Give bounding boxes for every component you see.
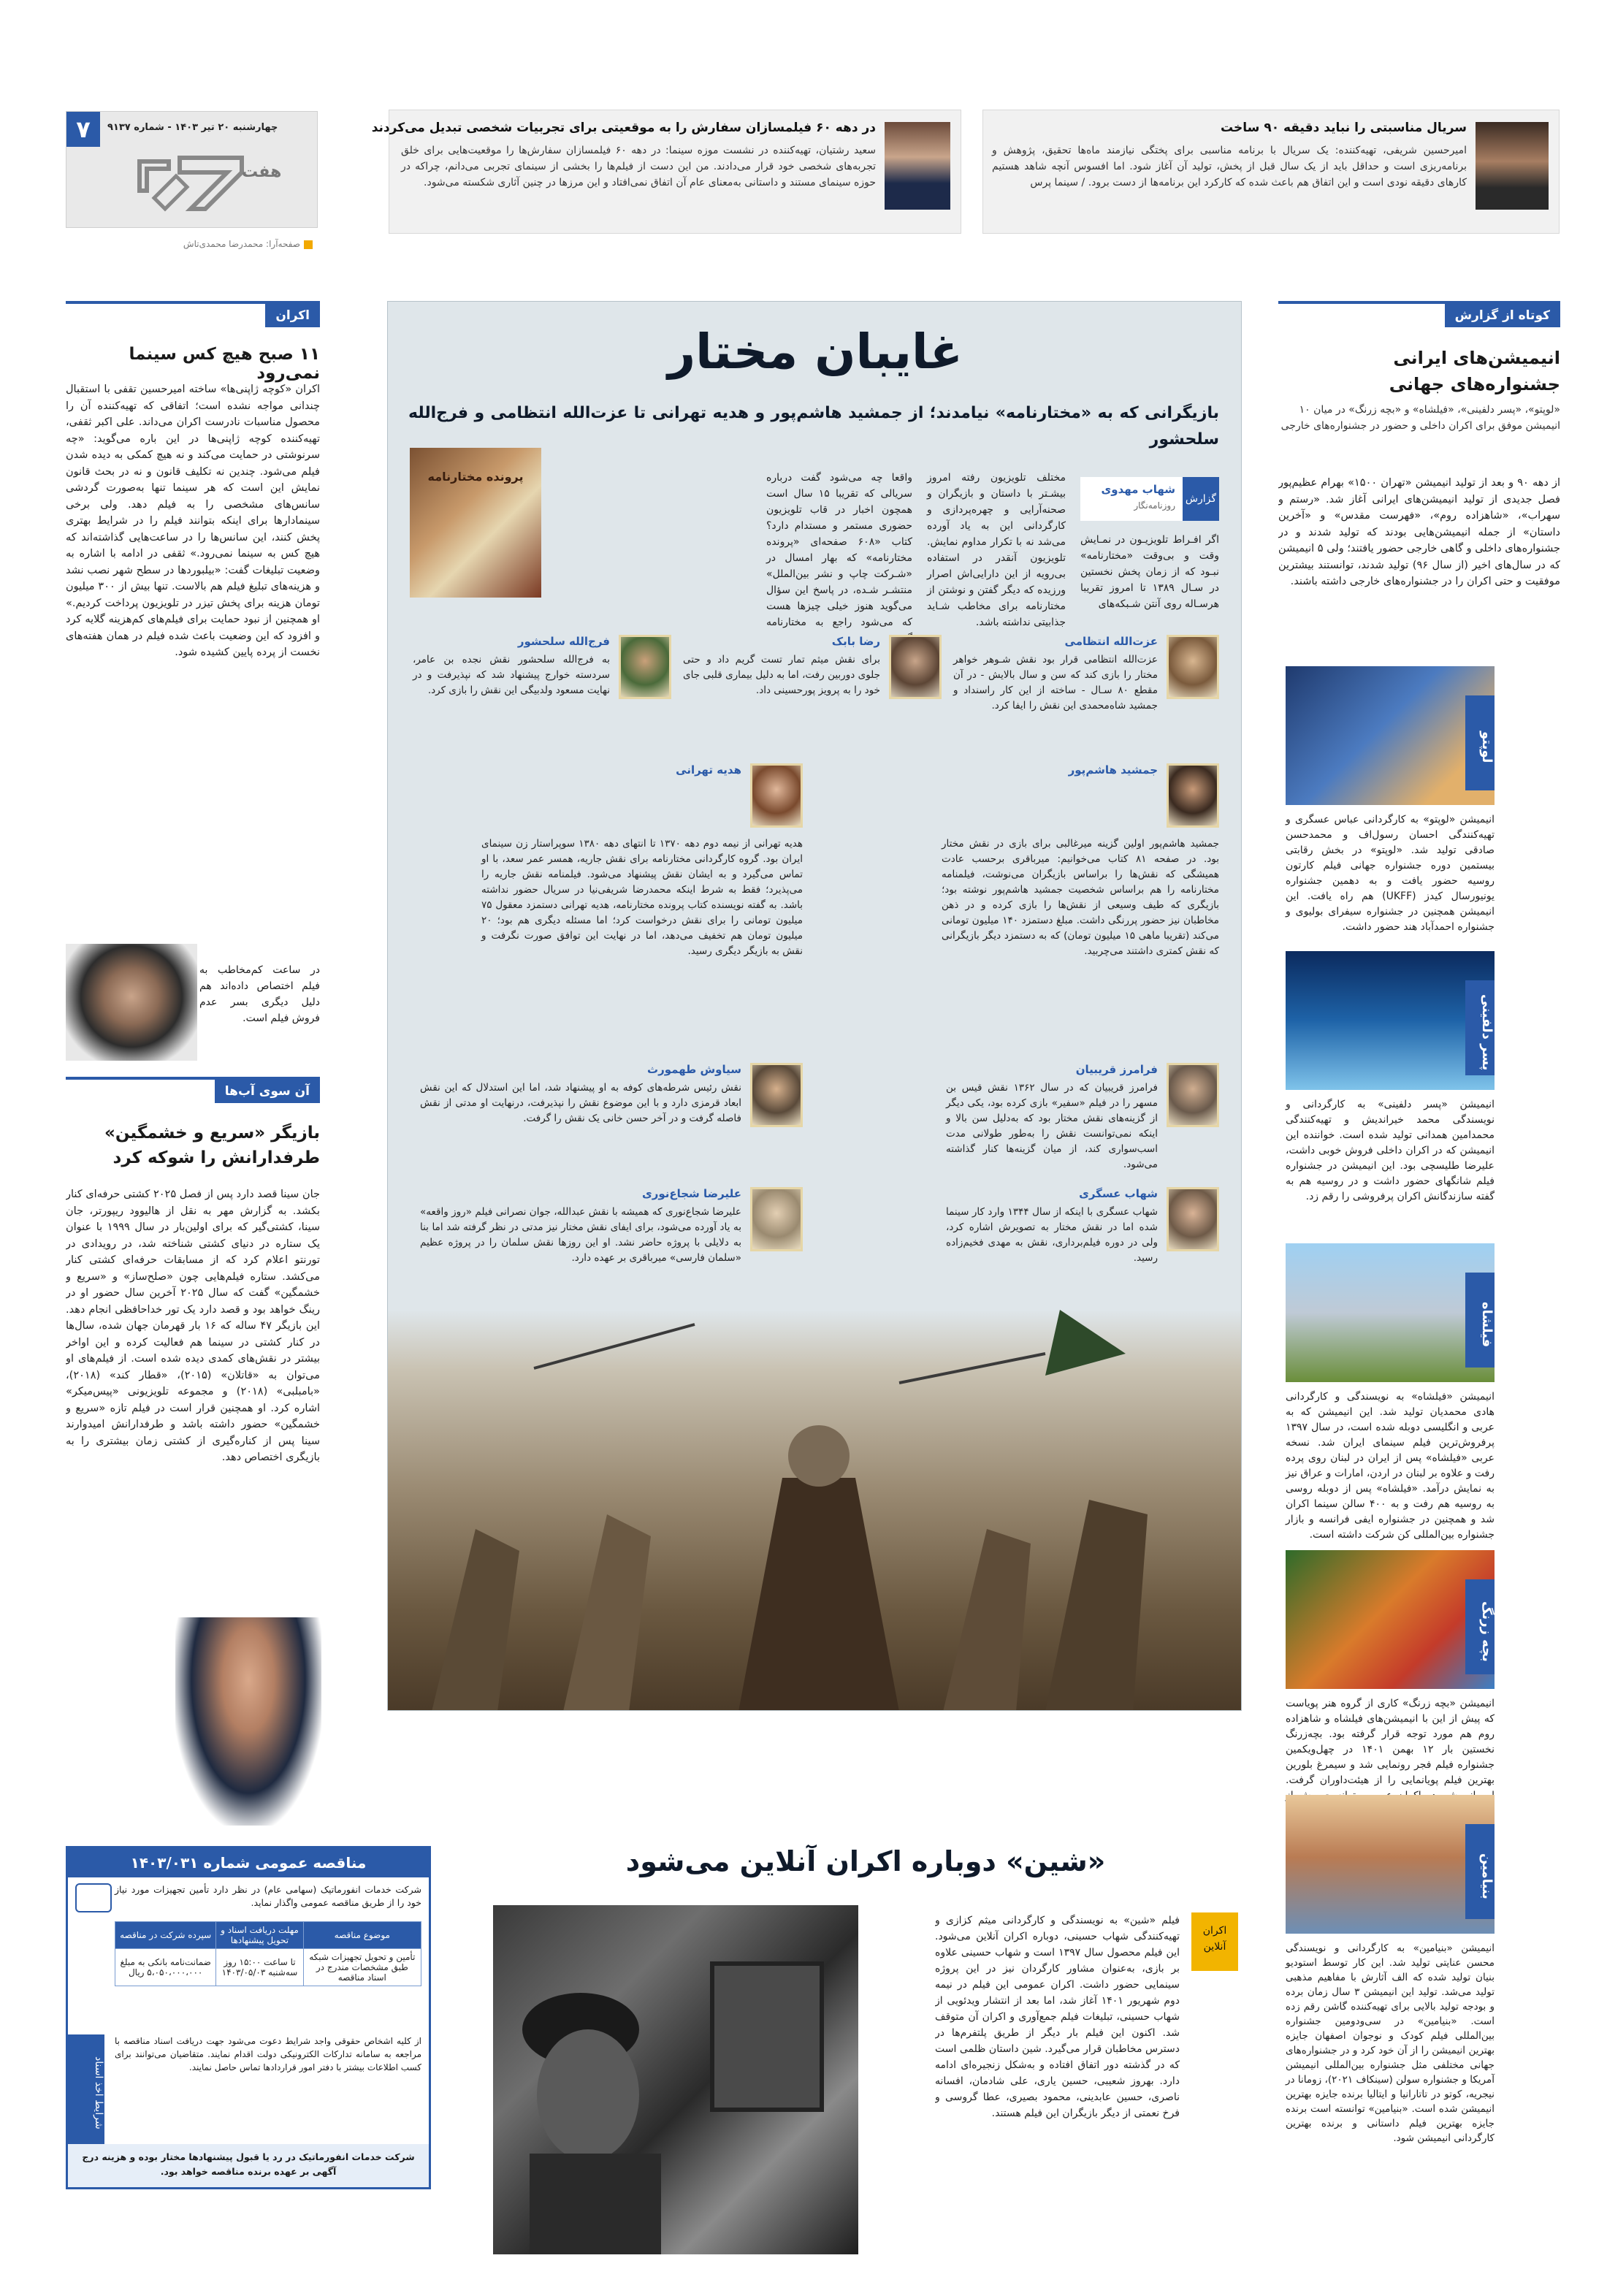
actor-shojanouri: علیرضا شجاع‌نوری علیرضا شجاع‌نوری که همیشه با نقش عبدالله، جوان نصرانی فیلم «روز واقعه» به یاد آورده می‌شود، برای ایفای نقش مختار نیز مدتی در نظر گرفته شد اما بنا به دلایلی با پروژه حاضر نشد. او این روزها نقش سلمان را در پروژه عظیم «سلمان فارسی» میرباقری بر عهده دارد.: [408, 1187, 803, 1311]
section-tag-ekran: اکران: [265, 304, 320, 327]
feature-lead: بازیگرانی که به «مختارنامه» نیامدند؛ از جمشید هاشم‌پور و هدیه تهرانی تا عزت‌الله انتظامی و فرج‌الله سلحشور: [408, 404, 1219, 449]
anim-tile-dolphin: پسر دلفینی انیمیشن «پسر دلفینی» به کارگردانی و نویسندگی محمد خیراندیش و تهیه‌کنندگی محمدامین همدانی تولید شده است. خواننده این انیمیشن که در اکران داخلی فروش خوبی داشت، علیرضا طلیسچی بود. این انیمیشن در جشنواره فیلم شانگهای حضور داشت و در روسیه هم به گفته سازندگانش اکران پرفروشی را رقم زد.: [1286, 951, 1495, 1243]
dolphin-boy-image: [1286, 951, 1495, 1090]
brand-logo: [125, 147, 256, 224]
cinema-body: اکران «کوچه ژاپنی‌ها» ساخته امیرحسین تقفی با استقبال چندانی مواجه نشده است؛ اتفاقی که تهیه‌کننده آن را محصول مناسبات نادرست اکران می‌داند. علی اکبر ثقفی، تهیه‌کننده کوچه ژاپنی‌ها در این باره می‌گوید: «چه سرنوشتی در حمایت می‌کند و نه هیچ کمکی به دیده شدن فیلم می‌شود. چندین نه تکلیف قانون و نه در بحث قانون نمایش این است که هر سینما تنها به‌صورت گردشی سانس‌های مشخصی را به فیلم دهد. ولی برخی سینمادارها برای اینکه بتوانند فیلم را در شرایط بهتری پخش کنند، این سانس‌ها را در ساعت‌هایی گذاشته‌اند که هیچ کس به سینما نمی‌رود.» ثقفی در ادامه با اشاره به وضعیت تبلیغات گفت: «بیلبوردها در سطح شهر نصب نشد و هزینه‌های تبلیغ فیلم هم بالاست. تنها بیش از ۳۰۰ میلیون تومان هزینه برای پخش تیزر در تلویزیون پرداخت کردیم.» او همچنین از نبود حمایت برای فیلم‌های کم‌هزینه گلایه کرد و افزود که این وضعیت باعث شده فیلم در همان هفته‌های نخست از پرده پایین کشیده شود.: [66, 384, 320, 658]
company-logo-icon: [75, 1883, 112, 1912]
tender-company: شرکت خدمات انفورماتیک (سهامی عام) در نظر دارد تأمین تجهیزات مورد نیاز خود را از طریق مناقصه عمومی واگذار نماید.: [115, 1884, 421, 1908]
anim-tile-benyamin: بنیامین انیمیشن «بنیامین» به کارگردانی و نویسندگی محسن عنایتی تولید شد. این کار توسط استودیو بنیان تولید شده که الف آثارش با مفاهیم مذهبی تولید می‌شد. تولید این انیمیشن ۳ سال زمان برده و بودجه تولید بالایی برای تهیه‌کننده گاشن رقم زده است. «بنیامین» در سی‌ودومین جشنواره بین‌المللی فیلم کودک و نوجوان اصفهان جایزه بهترین انیمیشن را از آن خود کرد و در جشنواره‌های جهانی مختلفی مثل جشنواره بین‌المللی انیمیشن آمریکا و جشنواره سولن (سینکاف ۲۰۲۱)، زومانا در نیجریه، کوتو در تاتارانیا و ایتالیا برنده جایزه بهترین انیمیشن شده است. «بنیامین» توانسته است برنده جایزه بهترین فیلم داستانی و برنده بهترین کارگردانی انیمیشن شود.: [1286, 1795, 1495, 2080]
actor-gharibian: فرامرز قریبیان فرامرز قریبیان که در سال ۱۳۶۲ نقش قیس بن مسهر را در فیلم «سفیر» بازی کرده بود، یکی دیگر از گزینه‌های نقش مختار بود که به‌دلیل سن بالا و اینکه نمی‌توانست نقش را به‌طور طولانی مدت اسب‌سواری کند، از میان گزینه‌ها کنار گذاشته می‌شود.: [942, 1063, 1219, 1165]
tender-table: موضوع مناقصه مهلت دریافت اسناد و تحویل پیشنهادها سپرده شرکت در مناقصه تأمین و تحویل تجهیزات شبکه طبق مشخصات مندرج در اسناد مناقصه تا ساعت ۱۵:۰۰ روز سه‌شنبه ۱۴۰۳/۰۵/۰۳ ضمانت‌نامه بانکی به مبلغ ۵،۰۵۰،۰۰۰،۰۰۰ ریال: [115, 1921, 421, 1986]
sharifi-photo: [1476, 122, 1549, 210]
feature-panel: [387, 301, 1242, 1711]
actor-askari: شهاب عسگری شهاب عسگری با اینکه از سال ۱۳۴۴ وارد کار سینما شده اما در نقش مختار به تصویرش اشاره کرد، ولی در دوره فیلم‌برداری، نقش به مهدی فخیم‌زاده رسید.: [942, 1187, 1219, 1311]
report-badge: گزارش شهاب مهدوی روزنامه‌نگار: [1080, 477, 1219, 521]
tender-ad: [66, 1846, 431, 2189]
john-cena-photo: [175, 1617, 321, 1826]
feature-intro-1: اگر افـراط تلویزیـون در نمـایش وقت و بی‌وقت «مختارنامه» نبـود که از زمان پخش نخستین در سـال ۱۳۸۹ تا امروز تقریبا هرسـاله روی آنتن شـبکه‌های: [1080, 534, 1219, 610]
animation-column: [1278, 301, 1560, 2144]
actor-babak: رضا بابک برای نقش میثم تمار تست گریم داد و حتی جلوی دوربین رفت، اما به دلیل بیماری قلبی جای خود را به پرویز پورحسینی داد.: [664, 635, 942, 715]
top-news-mid-body: سعید رشتیان، تهیه‌کننده در نشست موزه سینما: در دهه ۶۰ فیلمسازان سفارش‌ها را موقعیت‌هایی برای خلق تجربه‌های شخصی خود قرار می‌دادند. من این دست از فیلم‌ها را بخشی از سینمای تجربی می‌دانم، چراکه در حوزه سینمای مستند و داستانی به‌معنای عام آن اتفاق نمی‌افتاد و این مرزها در چنین آثاری شکسته می‌شود.: [401, 145, 877, 188]
shin-tag: اکران آنلاین: [1191, 1912, 1238, 1971]
author-role: روزنامه‌نگار: [1134, 500, 1175, 511]
feature-title: غایبان مختار: [668, 324, 963, 380]
page-number: ۷: [66, 112, 100, 147]
rashtian-photo: [885, 122, 950, 210]
top-news-mid: [371, 110, 961, 234]
actor-hashempour: جمشید هاشم‌پور جمشید هاشم‌پور اولین گزینه میرغالبی برای بازی در نقش مختار بود. در صفحه ۸۱ کتاب می‌خوانیم: میرباقری برحسب عادت همیشگی که نقش‌ها را براساس بازیگران می‌نوشت، فیلمنامه مختارنامه را هم براساس شخصیت جمشید هاشم‌پور نوشته بود؛ بازیگری که طیف وسیعی از نقش‌ها را بازی کرده و در ذهن مخاطبان نیز حضور پررنگی داشت. مبلغ دستمزد ۱۴۰ میلیون تومانی می‌کند (تقریبا ماهی ۱۵ میلیون تومان) که به دستمزد دیگر بازیگرانی که نقش کمتری داشتند می‌چربید.: [942, 763, 1220, 957]
shin-title: «شین» دوباره اکران آنلاین می‌شود: [625, 1845, 1106, 1877]
top-news-left: [982, 110, 1560, 234]
mokhtarnameh-battle-photo: [388, 1310, 1242, 1711]
masthead: [66, 111, 318, 228]
top-news-left-title: سریال مناسبتی را نباید دقیقه ۹۰ ساخت: [1221, 121, 1467, 135]
actor-entezami: عزت‌الله انتظامی عزت‌الله انتظامی قرار بود نقش شـوهر خواهر مختار را بازی کند که سن و سال بالایش - در آن مقطع ۸۰ سـال - ساخته از این کار راسنداد و جمشید شاه‌محمدی این نقش را ایفا کرد.: [942, 635, 1219, 715]
top-news-mid-title: در دهه ۶۰ فیلمسازان سفارش را به موقعیتی برای تجربیات شخصی تبدیل می‌کردند: [371, 121, 876, 135]
book-cover: پرونده مختارنامه: [410, 448, 541, 598]
abroad-title: بازیگر «سریع و خشمگین» طرفدارانش را شوکه کرد: [104, 1124, 320, 1167]
animation-body: از دهه ۹۰ و بعد از تولید انیمیشن «تهران ۱۵۰۰» بهرام عظیم‌پور فصل جدیدی از تولید انیمیشن‌های ایرانی آغاز شد. «رستم و سهراب»، «شاهزاده روم»، «فهرست مقدس» و «آخرین داستان» از جمله انیمیشن‌هایی بودند که تولید شدند و در جشنواره‌های داخلی و گاهی خارجی حضور یافتند؛ ولی ۵ انیمیشن که در سال‌های اخیر (از سال ۹۶) تولید شدند، توانستند بیشترین موفقیت و حتی اکران را در جشنواره‌های خارجی داشته باشند.: [1278, 477, 1560, 587]
editor-credit: صفحه‌آرا: محمدرضا محمدی‌تاش: [66, 237, 318, 252]
brand-name: هفت: [242, 163, 282, 181]
anim-tile-lupto: لوپتو انیمیشن «لوپتو» به کارگردانی عباس عسگری و تهیه‌کنندگی احسان رسول‌اف و محمدحسن صادقی تولید شد. «لوپتو» در بخش رقابتی بیستمین دوره جشنواره جهانی فیلم کارتون روسیه حضور یافت و به دهمین جشنواره یونیورسال کیدز (UKFF) هم راه یافت. این انیمیشن همچنین در جشنواره سیفرای بولیوی و جشنواره احمدآباد هند حضور داشت.: [1286, 666, 1495, 944]
benyamin-image: [1286, 1795, 1495, 1934]
section-tag-abroad: آن سوی آب‌ها: [215, 1080, 320, 1103]
tender-title: مناقصه عمومی شماره ۱۴۰۳/۰۳۱: [68, 1848, 429, 1877]
top-news-left-body: امیرحسین شریفی، تهیه‌کننده: یک سریال با برنامه مناسبی برای پختگی نیازمند ماه‌ها تحقیق، پژوهش و برنامه‌ریزی است و حداقل باید از یک سال قبل از پخش، تولید آن آغاز شود. اما افسوس آنچه شاهد هستیم کارهای دقیقه نودی است و این اتفاق هم باعث شده که کارکرد این برنامه‌ها از دست برود. / سینما پرس: [992, 145, 1467, 188]
battle-figures-icon: [388, 1310, 1242, 1711]
animation-title: انیمیشن‌های ایرانی جشنواره‌های جهانی: [1389, 348, 1560, 394]
abroad-column: [66, 1077, 320, 1829]
feature-intro-3: واقعا چه می‌شود گفت درباره سریالی که تقریبا ۱۵ سال است همچون اخبار در قاب تلویزیون حضوری مستمر و مستدام دارد؟ کتاب «۶۰۸ صفحه‌ای «پرونده مختارنامه» که بهار امسال در «شـرکت چاپ و نشر بین‌الملل» منتشـر شـده، در پاسخ این سؤال می‌گوید هنوز خیلی چیزها هست که می‌شود راجع به مختارنامه: [766, 472, 912, 628]
actor-tehrani: هدیه تهرانی هدیه تهرانی از نیمه دوم دهه ۱۳۷۰ تا انتهای دهه ۱۳۸۰ سوپراستار زن سینمای ایران بود. گروه کارگردانی مختارنامه برای نقش جاریه، همسر عمر سعد، با او تماس می‌گیرد و به ایشان نقش پیشنهاد می‌شود. فیلمنامه نقش جاریه را می‌پذیرد؛ فقط به شرط اینکه محمدرضا شریفی‌نیا در سریال حضور نداشته باشد. به گفته نویسنده کتاب پرونده مختارنامه، هدیه تهرانی دستمزد معقول ۷۵ میلیون تومانی را برای نقش درخواست کرد؛ اما مسئله دیگری هم بود؛ ۲۰ میلیون تومان هم تخفیف می‌دهد، اما در نهایت این توافق صورت نگرفت و نقش به بازیگر دیگری رسید.: [481, 763, 804, 957]
elephant-king-image: [1286, 1243, 1495, 1382]
author-name: شهاب مهدوی: [1101, 483, 1175, 496]
cinema-caption: در ساعت کم‌مخاطب به فیلم اختصاص داده‌اند هم دلیل دیگری بسر عدم فروش فیلم است.: [199, 964, 320, 1024]
tender-notes: از کلیه اشخاص حقوقی واجد شرایط دعوت می‌شود جهت دریافت اسناد مناقصه با مراجعه به سامانه تدارکات الکترونیکی دولت اقدام نمایند. متقاضیان می‌توانند برای کسب اطلاعات بیشتر با دفتر امور قراردادها تماس حاصل نمایند.: [115, 2036, 421, 2072]
section-tag-report: کوتاه از گزارش: [1445, 304, 1560, 327]
cinema-title: ۱۱ صبح هیچ کس سینما نمی‌رود: [129, 345, 320, 383]
man-with-cap-icon: [493, 1905, 858, 2254]
issue-date: چهارشنبه ۲۰ تیر ۱۴۰۳ - شماره ۹۱۳۷: [107, 122, 278, 133]
anim-tile-smartkid: بچه زرنگ انیمیشن «بچه زرنگ» کاری از گروه هنر پویاست که پیش از این با انیمیشن‌های فیلشاه و شاهزاده روم هم مورد توجه قرار گرفته بود. بچه‌زرنگ نخستین بار ۱۲ بهمن ۱۴۰۱ در چهل‌ویکمین جشنواره فیلم فجر رونمایی شد و سیمرغ بلورین بهترین فیلم پویانمایی را از هیئت‌داوران گرفت.: [1286, 1550, 1495, 1857]
smart-kid-image: [1286, 1550, 1495, 1689]
tender-side-label: شرایط اخذ اسناد: [68, 2034, 104, 2144]
actor-salahshoor: فرج‌الله سلحشور به فرج‌الله سلحشور نقش نجده بن عامر، سردسته خوارج پیشنهاد شد که نپذیرفت و در نهایت مسعود ولدبیگی این نقش را بازی کرد.: [394, 635, 671, 715]
shin-photo: [493, 1905, 858, 2254]
tender-footer: شرکت خدمات انفورماتیک در رد یا قبول پیشنهادها مختار بوده و هزینه درج آگهی بر عهده برنده مناقصه خواهد بود.: [68, 2144, 429, 2187]
animation-lead: «لوپتو»، «پسر دلفینی»، «فیلشاه» و «بچه زرنگ» در میان ۱۰ انیمیشن موفق برای اکران داخلی و حضور در جشنواره‌های خارجی: [1280, 404, 1560, 432]
saghafi-photo: [66, 944, 197, 1061]
anim-tile-elephant: فیلشاه انیمیشن «فیلشاه» به نویسندگی و کارگردانی هادی محمدیان تولید شد. این انیمیشن که به عربی و انگلیسی دوبله شده است، در سال ۱۳۹۷ پرفروش‌ترین فیلم سینمای ایران شد. نسخه عربی «فیلشاه» پس از ایران در لبنان روی پرده رفت و علاوه بر لبنان در اردن، امارات و عراق نیز به نمایش درآمد. «فیلشاه» پس از دوبله روسی به روسیه هم رفت و به ۴۰۰ سالن سینما اکران شد و همچنین در جشنواره ایفی فرانسه و بازار جشنواره بین‌المللی کن شرکت داشته است.: [1286, 1243, 1495, 1579]
feature-intro-2: مختلف تلویزیون رفته امروز بیشـتر با داستان و بازیگران و صحنه‌آرایی و چهره‌پردازی و کارگردانی این به یاد آورده می‌شد نه با تکرار مداوم نمایش. تلویزیون آنقدر در استفاده بی‌رویه از این دارایی‌اش اصرار ورزیده که دیگر گفتن و نوشتن از مختارنامه برای مخاطب شـاید جذابیتی نداشته باشد.: [927, 472, 1066, 628]
haft-logo-icon: [125, 147, 256, 224]
abroad-body: جان سینا قصد دارد پس از فصل ۲۰۲۵ کشتی حرفه‌ای کنار بکشد. به گزارش مهر به نقل از هالیوود ریپورتر، جان سینا، کشتی‌گیر که برای اولین‌بار در سال ۱۹۹۹ با عنوان یک ستاره در دنیای کشتی شناخته شد، در رویدادی در تورنتو اعلام کرد که از مسابقات حرفه‌ای کشتی کنار می‌کشد. ستاره فیلم‌هایی چون «صلح‌ساز» و «سریع و خشمگین» گفت که سال ۲۰۲۵ آخرین سال حضور او در رینگ خواهد بود و قصد دارد یک تور خداحافظی انجام دهد. این بازیگر ۴۷ ساله که ۱۶ بار قهرمان جهان شده، سال‌ها در کنار کشتی در سینما هم فعالیت کرده و این اواخر بیشتر در نقش‌های کمدی دیده شده است. از فیلم‌های او می‌توان به «قاتلان» (۲۰۱۵)، «قطار کند» (۲۰۱۸)، «بامبلبی» (۲۰۱۸) و مجموعه تلویزیونی «پیس‌میکر» اشاره کرد. او همچنین قرار است در فیلم تازه «سریع و خشمگین» حضور داشته باشد و طرفدارانش امیدوارند سینا پس از کناره‌گیری از کشتی زمان بیشتری را به بازیگری اختصاص دهد.: [66, 1189, 320, 1463]
shin-story: [493, 1845, 1238, 2254]
lupto-image: [1286, 666, 1495, 805]
shin-body: فیلم «شین» به نویسندگی و کارگردانی میثم کزازی و تهیه‌کنندگی شهاب حسینی، دوباره اکران آنلاین می‌شود. این فیلم محصول سال ۱۳۹۷ است و شهاب حسینی علاوه بر بازی، به‌عنوان مشاور کارگردان نیز در این پروژه سینمایی حضور داشت. اکران عمومی این فیلم در نیمه دوم شهریور ۱۴۰۱ آغاز شد، اما بعد از انتشار ویدئویی از شهاب حسینی، تبلیغات فیلم جمع‌آوری و اکران آن متوقف شد. اکنون این فیلم بار دیگر از طریق پلتفرم‌ها در دسترس مخاطبان قرار می‌گیرد. شین داستان ظلمی است که در گذشته دور اتفاق افتاده و به‌شکل زنجیره‌ای ادامه دارد. بهروز شعیبی، حسین یاری، علی شادمان، افسانه ناصری، حسین عابدینی، محمود بصیری، عطا گروسی و فرخ نعمتی از دیگر بازیگران این فیلم هستند.: [935, 1915, 1180, 2119]
cinema-column: [66, 301, 320, 1061]
actor-tahmoures: سیاوش طهمورث نقش رئیس شرطه‌های کوفه به او پیشنهاد شد، اما این استدلال که این نقش ابعاد قرمزی دارد و با این موضوع نقش را نپذیرفت، درنهایت او مدتی از نقش فاصله گرفت و در آخر حسن خانی یک نقش را گرفت.: [408, 1063, 803, 1165]
